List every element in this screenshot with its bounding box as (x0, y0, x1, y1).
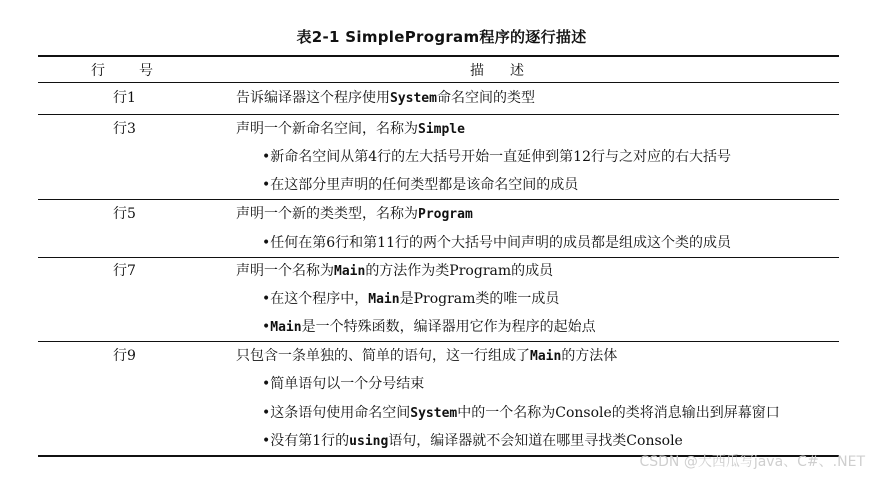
table-title: 表2-1 SimpleProgram程序的逐行描述 (296, 28, 587, 46)
row-divider (38, 114, 839, 115)
header-line-number: 行号 (91, 63, 187, 79)
watermark: CSDN @大西瓜写java、C#、.NET (639, 454, 865, 470)
row-label: 行1 (113, 90, 136, 106)
row-label: 行3 (113, 121, 136, 137)
bullet-item: •在这部分里声明的任何类型都是该命名空间的成员 (262, 177, 579, 193)
row-description: 声明一个新命名空间，名称为Simple (236, 121, 465, 137)
row-description: 声明一个名称为Main的方法作为类Program的成员 (236, 263, 554, 279)
row-description: 告诉编译器这个程序使用System命名空间的类型 (236, 90, 535, 106)
row-description: 声明一个新的类类型，名称为Program (236, 206, 473, 222)
row-description: 只包含一条单独的、简单的语句，这一行组成了Main的方法体 (236, 348, 618, 364)
row-label: 行7 (113, 263, 136, 279)
bullet-item: •在这个程序中，Main是Program类的唯一成员 (262, 291, 560, 307)
bullet-item: •新命名空间从第4行的左大括号开始一直延伸到第12行与之对应的右大括号 (262, 149, 731, 165)
row-divider (38, 257, 839, 258)
row-label: 行5 (113, 206, 136, 222)
row-label: 行9 (113, 348, 136, 364)
bullet-item: •任何在第6行和第11行的两个大括号中间声明的成员都是组成这个类的成员 (262, 235, 731, 251)
table-top-rule (38, 55, 839, 57)
row-divider (38, 199, 839, 200)
row-divider (38, 341, 839, 342)
bullet-item: •简单语句以一个分号结束 (262, 376, 425, 392)
bullet-item: •没有第1行的using语句，编译器就不会知道在哪里寻找类Console (262, 433, 683, 449)
bullet-item: •这条语句使用命名空间System中的一个名称为Console的类将消息输出到屏幕窗口 (262, 405, 780, 421)
bullet-item: •Main是一个特殊函数，编译器用它作为程序的起始点 (262, 319, 596, 335)
header-description: 描述 (470, 63, 550, 79)
header-rule (38, 82, 839, 83)
